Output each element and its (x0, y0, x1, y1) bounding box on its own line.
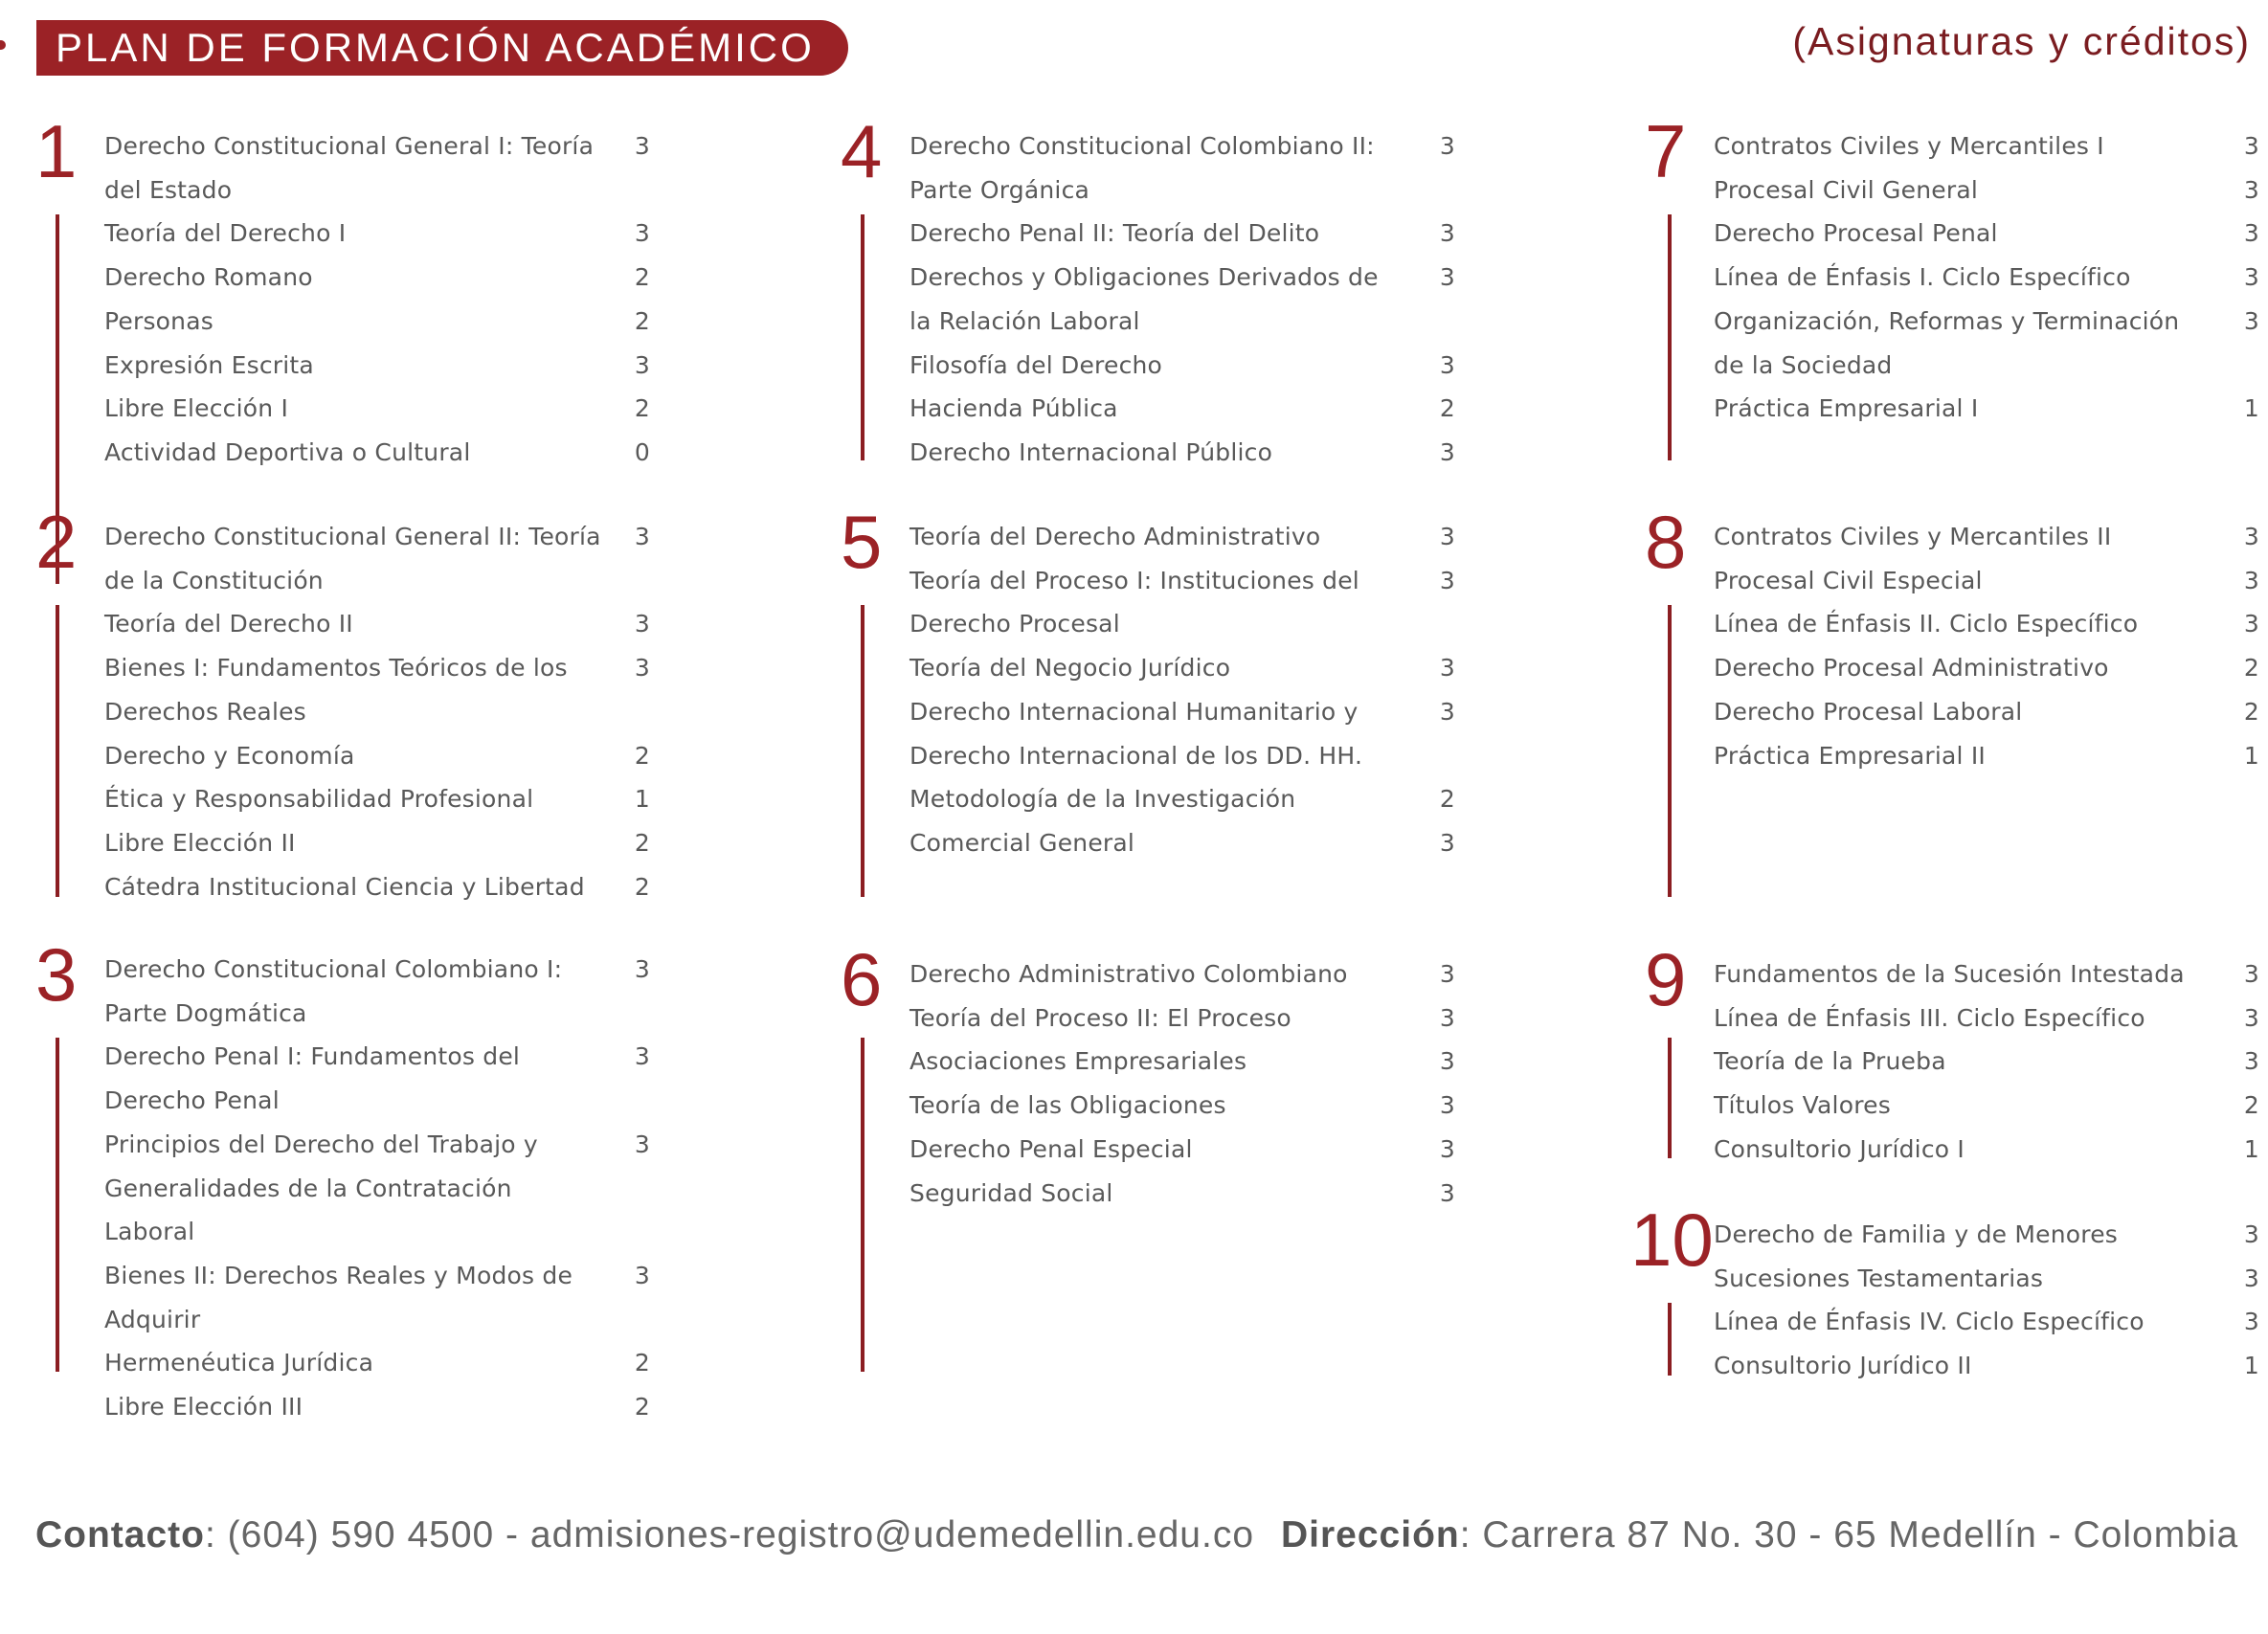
course-name: Derecho Constitucional General I: Teoría del Estado (104, 132, 595, 204)
course-row (1714, 212, 2259, 256)
course-row (909, 1128, 1455, 1172)
course-credits: 1 (2243, 741, 2259, 770)
course-row (1714, 1344, 2259, 1388)
course-row (104, 1385, 650, 1429)
course-credits: 3 (2243, 219, 2259, 248)
course-name: Derecho Procesal Laboral (1714, 697, 2023, 726)
course-credits: 3 (2243, 1308, 2259, 1336)
course-name: Organización, Reformas y Terminación de la Sociedad (1714, 306, 2180, 379)
course-name: Derecho Penal I: Fundamentos del Derecho Penal (104, 1042, 521, 1115)
semester-block (1630, 1198, 2268, 1634)
course-row (104, 212, 650, 256)
course-credits: 3 (1439, 697, 1455, 726)
course-name: Libre Elección I (104, 394, 289, 423)
course-credits: 2 (634, 306, 650, 335)
course-row (104, 821, 650, 865)
course-credits: 3 (2243, 132, 2259, 160)
course-row (104, 1035, 650, 1122)
course-name: Teoría del Proceso II: El Proceso (909, 1003, 1291, 1032)
course-name: Línea de Énfasis III. Ciclo Específico (1714, 1003, 2145, 1032)
course-credits: 3 (634, 350, 650, 379)
course-name: Teoría de la Prueba (1714, 1047, 1946, 1076)
course-row (1714, 300, 2259, 387)
semester-divider (861, 214, 865, 460)
course-credits: 2 (1439, 785, 1455, 814)
course-name: Línea de Énfasis I. Ciclo Específico (1714, 263, 2131, 292)
semester-block (35, 932, 706, 1421)
course-credits: 3 (1439, 219, 1455, 248)
course-name: Bienes II: Derechos Reales y Modos de Adquirir (104, 1261, 573, 1333)
course-credits: 3 (1439, 1178, 1455, 1207)
course-name: Derecho Internacional Público (909, 437, 1273, 466)
course-row (104, 948, 650, 1035)
semester-divider (56, 605, 59, 897)
course-row (104, 124, 650, 212)
course-credits: 3 (2243, 566, 2259, 594)
course-row (909, 952, 1455, 996)
course-row (1714, 996, 2259, 1041)
course-row (909, 646, 1455, 690)
semester-divider (1668, 605, 1672, 897)
course-credits: 3 (1439, 1047, 1455, 1076)
semester-number: 7 (1645, 109, 1687, 193)
course-row (104, 734, 650, 778)
course-row (909, 344, 1455, 388)
course-name: Práctica Empresarial II (1714, 741, 1986, 770)
course-credits: 3 (2243, 610, 2259, 638)
course-row (1714, 515, 2259, 559)
course-credits: 3 (1439, 1134, 1455, 1163)
semester-number: 3 (35, 932, 78, 1017)
course-credits: 3 (2243, 1003, 2259, 1032)
course-row (1714, 1213, 2259, 1257)
course-credits: 2 (2243, 697, 2259, 726)
course-name: Derechos y Obligaciones Derivados de la Relación Laboral (909, 263, 1379, 335)
course-credits: 3 (1439, 263, 1455, 292)
course-name: Expresión Escrita (104, 350, 314, 379)
semester-block (841, 500, 1511, 936)
course-name: Línea de Énfasis II. Ciclo Específico (1714, 610, 2139, 638)
course-name: Ética y Responsabilidad Profesional (104, 785, 534, 814)
header-dot (0, 40, 6, 50)
course-name: Derecho Administrativo Colombiano (909, 960, 1348, 988)
course-credits: 1 (2243, 1352, 2259, 1380)
course-name: Actividad Deportiva o Cultural (104, 437, 471, 466)
course-row (909, 431, 1455, 475)
course-row (909, 777, 1455, 821)
semester-number: 8 (1645, 500, 1687, 584)
course-row (909, 996, 1455, 1041)
course-row (1714, 646, 2259, 690)
course-name: Hacienda Pública (909, 394, 1118, 423)
course-row (104, 865, 650, 909)
course-name: Derecho Procesal Administrativo (1714, 654, 2109, 683)
course-row (104, 344, 650, 388)
course-credits: 3 (634, 132, 650, 160)
page-title: PLAN DE FORMACIÓN ACADÉMICO (36, 20, 848, 76)
footer (35, 1514, 2257, 1562)
course-credits: 3 (1439, 828, 1455, 857)
course-list (909, 515, 1484, 865)
course-row (1714, 952, 2259, 996)
course-credits: 2 (634, 1349, 650, 1377)
course-credits: 2 (634, 394, 650, 423)
course-name: Derecho Constitucional Colombiano II: Parte Orgánica (909, 132, 1375, 204)
course-name: Seguridad Social (909, 1178, 1113, 1207)
course-name: Personas (104, 306, 213, 335)
course-row (1714, 1257, 2259, 1301)
course-credits: 0 (634, 437, 650, 466)
course-name: Cátedra Institucional Ciencia y Libertad (104, 872, 585, 901)
footer-address (1281, 1514, 2238, 1556)
course-list (1714, 1213, 2268, 1388)
course-name: Derecho Penal Especial (909, 1134, 1193, 1163)
course-row (1714, 1040, 2259, 1084)
address-label: Dirección (1281, 1514, 1460, 1556)
course-row (909, 256, 1455, 343)
course-name: Asociaciones Empresariales (909, 1047, 1247, 1076)
course-row (1714, 1300, 2259, 1344)
course-name: Derecho Constitucional Colombiano I: Parte Dogmática (104, 955, 563, 1027)
course-name: Práctica Empresarial I (1714, 394, 1979, 423)
semester-number: 1 (35, 109, 78, 193)
course-name: Teoría del Derecho I (104, 219, 347, 248)
course-credits: 3 (1439, 350, 1455, 379)
course-name: Derecho y Economía (104, 741, 355, 770)
course-credits: 3 (2243, 175, 2259, 204)
course-name: Teoría del Negocio Jurídico (909, 654, 1231, 683)
course-credits: 3 (1439, 1003, 1455, 1032)
course-credits: 3 (1439, 1091, 1455, 1120)
course-row (1714, 387, 2259, 431)
course-credits: 3 (634, 219, 650, 248)
course-name: Contratos Civiles y Mercantiles II (1714, 523, 2112, 550)
course-row (104, 602, 650, 646)
course-name: Filosofía del Derecho (909, 350, 1163, 379)
course-credits: 3 (2243, 523, 2259, 550)
course-name: Teoría de las Obligaciones (909, 1091, 1226, 1120)
course-row (104, 1254, 650, 1341)
course-credits: 2 (634, 1393, 650, 1421)
course-credits: 3 (1439, 523, 1455, 550)
course-row (909, 1172, 1455, 1216)
course-row (1714, 559, 2259, 603)
semester-divider (1668, 1038, 1672, 1158)
course-credits: 3 (634, 1042, 650, 1071)
address-value: : Carrera 87 No. 30 - 65 Medellín - Colombia (1459, 1514, 2239, 1556)
course-name: Bienes I: Fundamentos Teóricos de los Derechos Reales (104, 654, 568, 726)
semester-number: 5 (841, 500, 883, 584)
course-row (909, 1040, 1455, 1084)
course-name: Teoría del Derecho Administrativo (909, 523, 1321, 550)
course-credits: 2 (634, 828, 650, 857)
course-credits: 3 (1439, 654, 1455, 683)
course-credits: 3 (634, 523, 650, 550)
course-credits: 3 (2243, 1264, 2259, 1292)
course-name: Línea de Énfasis IV. Ciclo Específico (1714, 1308, 2144, 1336)
course-row (1714, 168, 2259, 213)
course-row (104, 256, 650, 300)
semester-number: 10 (1630, 1198, 1714, 1282)
course-row (1714, 256, 2259, 300)
semester-number: 9 (1645, 937, 1687, 1021)
course-credits: 3 (2243, 960, 2259, 988)
course-row (909, 515, 1455, 559)
course-name: Hermenéutica Jurídica (104, 1349, 374, 1377)
course-credits: 2 (634, 872, 650, 901)
course-credits: 1 (2243, 1134, 2259, 1163)
course-row (909, 821, 1455, 865)
course-name: Libre Elección III (104, 1393, 303, 1421)
course-name: Libre Elección II (104, 828, 296, 857)
course-name: Teoría del Derecho II (104, 610, 353, 638)
contact-value[interactable]: : (604) 590 4500 - admisiones-registro@udemedellin.edu.co (205, 1514, 1255, 1556)
course-credits: 2 (634, 741, 650, 770)
course-row (104, 777, 650, 821)
course-credits: 3 (634, 1261, 650, 1289)
course-name: Metodología de la Investigación (909, 785, 1296, 814)
course-name: Sucesiones Testamentarias (1714, 1264, 2044, 1292)
footer-contact (35, 1514, 1254, 1556)
course-list (909, 952, 1484, 1215)
course-row (909, 212, 1455, 256)
course-list (1714, 124, 2268, 431)
course-credits: 3 (1439, 437, 1455, 466)
semester-divider (1668, 214, 1672, 460)
contact-label: Contacto (35, 1514, 205, 1556)
course-name: Fundamentos de la Sucesión Intestada (1714, 960, 2185, 988)
course-list (104, 948, 679, 1429)
semester-number: 2 (35, 500, 78, 584)
semester-divider (861, 1038, 865, 1372)
course-row (909, 690, 1455, 777)
course-credits: 3 (634, 1130, 650, 1158)
semester-divider (1668, 1303, 1672, 1376)
course-credits: 2 (2243, 1091, 2259, 1120)
course-list (104, 124, 679, 475)
course-row (909, 387, 1455, 431)
course-name: Contratos Civiles y Mercantiles I (1714, 132, 2104, 160)
course-name: Derecho Internacional Humanitario y Derecho Internacional de los DD. HH. (909, 697, 1363, 770)
course-row (909, 559, 1455, 646)
course-name: Derecho Constitucional General II: Teoría de la Constitución (104, 523, 601, 594)
semester-block (1645, 500, 2268, 936)
semester-block (1645, 109, 2268, 546)
course-list (1714, 952, 2268, 1172)
semester-divider (861, 605, 865, 897)
semester-divider (56, 1038, 59, 1372)
course-credits: 3 (2243, 306, 2259, 335)
course-credits: 1 (634, 785, 650, 814)
semester-block (841, 937, 1511, 1374)
course-row (1714, 1128, 2259, 1172)
course-name: Derecho Penal II: Teoría del Delito (909, 219, 1320, 248)
semester-number: 4 (841, 109, 883, 193)
course-credits: 3 (634, 654, 650, 683)
course-list (1714, 515, 2268, 777)
course-name: Teoría del Proceso I: Instituciones del Derecho Procesal (909, 566, 1359, 638)
course-name: Comercial General (909, 828, 1135, 857)
course-row (1714, 690, 2259, 734)
course-row (909, 124, 1455, 212)
course-name: Derecho de Familia y de Menores (1714, 1220, 2118, 1248)
course-credits: 3 (1439, 960, 1455, 988)
course-name: Consultorio Jurídico II (1714, 1352, 1972, 1380)
course-name: Derecho Romano (104, 263, 313, 292)
course-list (104, 515, 679, 908)
course-credits: 3 (2243, 263, 2259, 292)
course-row (104, 431, 650, 475)
course-row (104, 300, 650, 344)
course-name: Principios del Derecho del Trabajo y Generalidades de la Contratación Laboral (104, 1130, 538, 1246)
course-name: Títulos Valores (1714, 1091, 1891, 1120)
semester-block (841, 109, 1511, 546)
course-row (1714, 1084, 2259, 1128)
course-credits: 3 (634, 955, 650, 983)
page-subtitle: (Asignaturas y créditos) (1792, 19, 2251, 63)
course-credits: 3 (2243, 1047, 2259, 1076)
course-credits: 2 (2243, 654, 2259, 683)
course-credits: 3 (634, 610, 650, 638)
course-name: Derecho Procesal Penal (1714, 219, 1998, 248)
course-credits: 3 (2243, 1220, 2259, 1248)
course-credits: 1 (2243, 394, 2259, 423)
course-credits: 2 (1439, 394, 1455, 423)
course-row (1714, 734, 2259, 778)
course-row (104, 1341, 650, 1385)
semester-number: 6 (841, 937, 883, 1021)
course-list (909, 124, 1484, 475)
course-row (1714, 602, 2259, 646)
course-credits: 3 (1439, 566, 1455, 594)
course-credits: 2 (634, 263, 650, 292)
course-row (104, 515, 650, 602)
course-name: Consultorio Jurídico I (1714, 1134, 1965, 1163)
course-name: Procesal Civil Especial (1714, 566, 1983, 594)
course-row (104, 646, 650, 733)
course-name: Procesal Civil General (1714, 175, 1978, 204)
semester-block (35, 109, 706, 546)
course-row (1714, 124, 2259, 168)
semester-block (35, 500, 706, 936)
course-credits: 3 (1439, 132, 1455, 160)
course-row (104, 387, 650, 431)
course-row (104, 1123, 650, 1254)
course-row (909, 1084, 1455, 1128)
